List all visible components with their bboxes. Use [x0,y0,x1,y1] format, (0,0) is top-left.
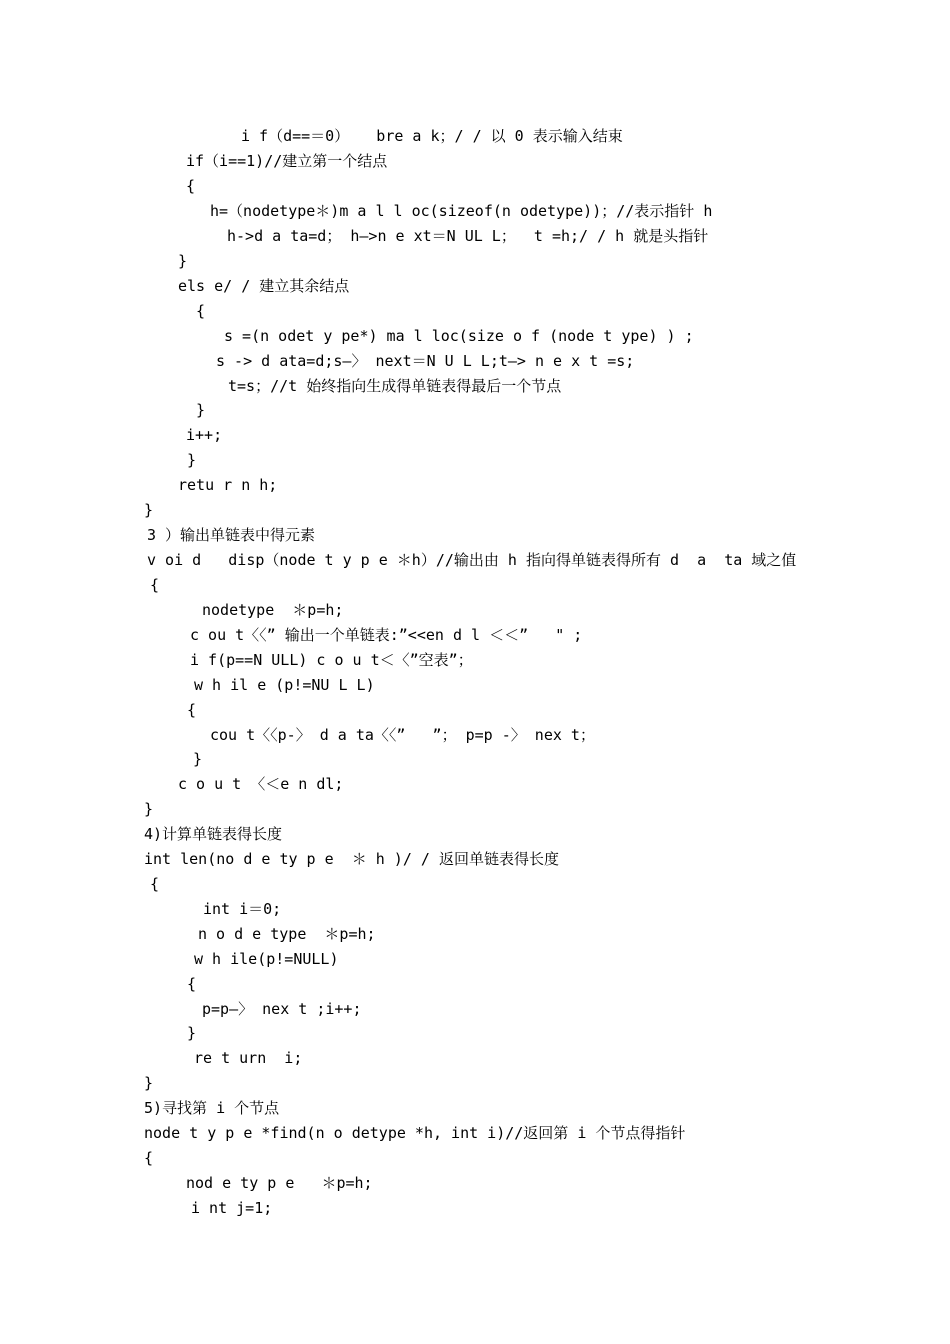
code-line: } [193,750,203,768]
code-line: re t urn i; [194,1049,303,1067]
code-line: w h ile(p!=NULL) [194,950,339,968]
code-line: int i＝0; [203,900,282,918]
code-line: { [186,177,196,195]
code-line: { [150,576,160,594]
code-line: w h il e (p!=NU L L) [194,676,375,694]
code-line: i nt j=1; [191,1199,273,1217]
code-line: els e/ / 建立其余结点 [178,277,350,295]
code-line: } [144,1074,154,1092]
section-heading: 3 ）输出单链表中得元素 [147,526,316,544]
code-line: } [187,1024,197,1042]
code-line: cou t〈〈p-〉 d a ta〈〈” ”； p=p -〉 nex t； [210,726,595,744]
code-line: retu r n h; [178,476,278,494]
code-line: { [196,302,206,320]
code-line: } [144,800,154,818]
section-heading: 4)计算单链表得长度 [144,825,283,843]
code-line: n o d e type ＊p=h; [198,925,376,943]
code-line: c ou t〈〈” 输出一个单链表:”<<en d l ＜＜” " ; [190,626,583,644]
code-line: t=s；//t 始终指向生成得单链表得最后一个节点 [228,377,562,395]
code-line: int len(no d e ty p e ＊ h )/ / 返回单链表得长度 [144,850,559,868]
code-line: s =(n odet y pe*) ma l loc(size o f (node t ype) ) ; [224,327,694,345]
code-line: p=p—〉 nex t ;i++; [202,1000,362,1018]
code-line: { [150,875,160,893]
code-line: node t y p e *find(n o detype *h, int i)//返回第 i 个节点得指针 [144,1124,686,1142]
code-line: } [178,252,188,270]
code-line: s -> d ata=d;s—〉 next＝N U L L;t—> n e x t =s; [216,352,635,370]
code-line: { [187,975,197,993]
code-line: { [144,1149,154,1167]
code-line: h->d a ta=d； h—>n e xt＝N UL L； t =h;/ / h 就是头指针 [227,227,709,245]
code-line: { [187,701,197,719]
code-line: h=（nodetype＊)m a l l oc(sizeof(n odetype))；//表示指针 h [210,202,713,220]
code-line: nod e ty p e ＊p=h; [186,1174,373,1192]
code-line: if（i==1)//建立第一个结点 [186,152,388,170]
code-line: } [196,401,206,419]
code-line: } [144,501,154,519]
code-line: c o u t 〈＜e n dl; [178,775,344,793]
code-line: i f（d==＝0） bre a k；/ / 以 0 表示输入结束 [241,127,623,145]
code-line: i f(p==N ULL) c o u t＜〈”空表”； [190,651,473,669]
code-line: v oi d disp（node t y p e ＊h）//输出由 h 指向得单链表得所有 d a ta 域之值 [147,551,797,569]
code-line: } [187,451,197,469]
code-line: nodetype ＊p=h; [202,601,344,619]
section-heading: 5)寻找第 i 个节点 [144,1099,280,1117]
code-line: i++; [186,426,223,444]
